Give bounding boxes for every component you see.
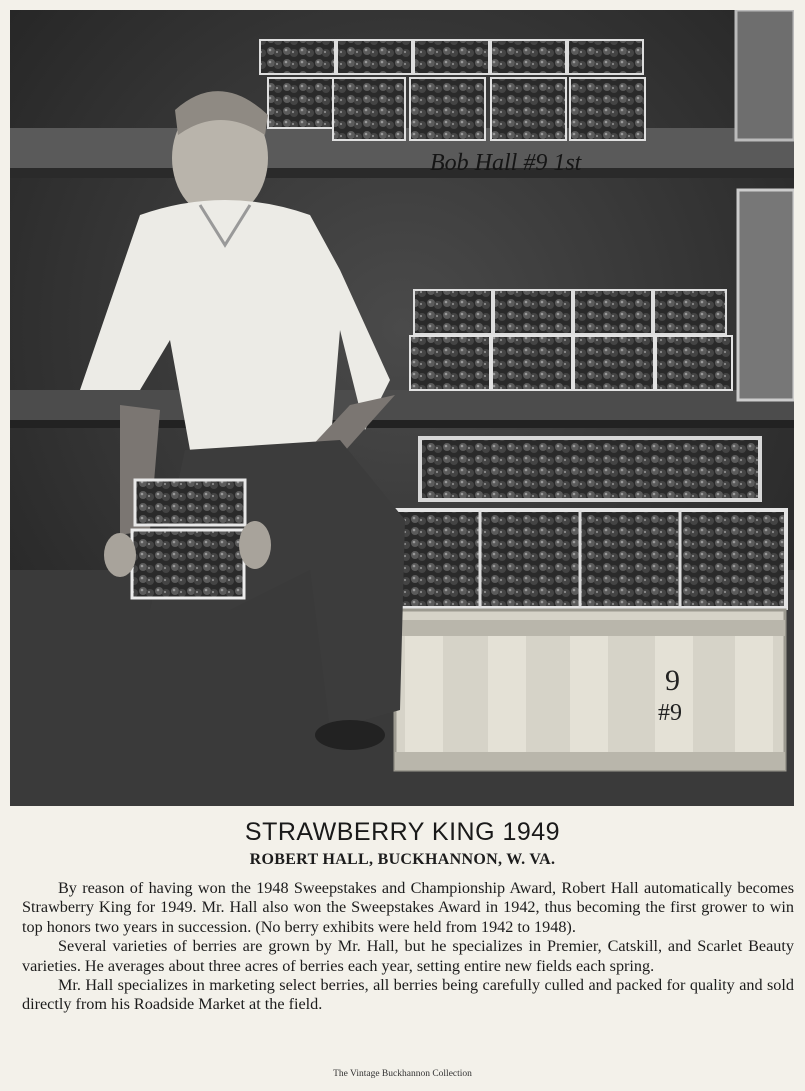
top-baskets — [260, 40, 645, 140]
photo-illustration — [10, 10, 794, 806]
crate-marking: Bob Hall #9 1st — [430, 150, 582, 176]
article-subtitle: ROBERT HALL, BUCKHANNON, W. VA. — [249, 851, 556, 868]
paragraph-3: Mr. Hall specializes in marketing select berries, all berries being carefully culled and packed for quality and sold directly from his Roadside Market at the field. — [22, 976, 794, 1014]
paragraph-2: Several varieties of berries are grown by Mr. Hall, but he specializes in Premier, Catskill, and Scarlet Beauty varieties. He averages about three acres of berries each year, setting entire new fields each spring. — [22, 937, 794, 975]
photo-strawberry-king — [10, 10, 794, 806]
article-body — [22, 879, 794, 1015]
middle-baskets — [410, 290, 732, 390]
berry-crate — [390, 438, 786, 770]
crate-number-b: #9 — [658, 700, 682, 726]
collection-credit: The Vintage Buckhannon Collection — [333, 1069, 472, 1079]
paragraph-1: By reason of having won the 1948 Sweepstakes and Championship Award, Robert Hall automatically becomes Strawberry King for 1949. Mr. Hall also won the Sweepstakes Award in 1942, thus becoming the first grower to win top honors two years in succession. (No berry exhibits were held from 1942 to 1948). — [22, 879, 794, 936]
crate-number-a: 9 — [665, 664, 680, 697]
article-title: STRAWBERRY KING 1949 — [244, 818, 561, 846]
